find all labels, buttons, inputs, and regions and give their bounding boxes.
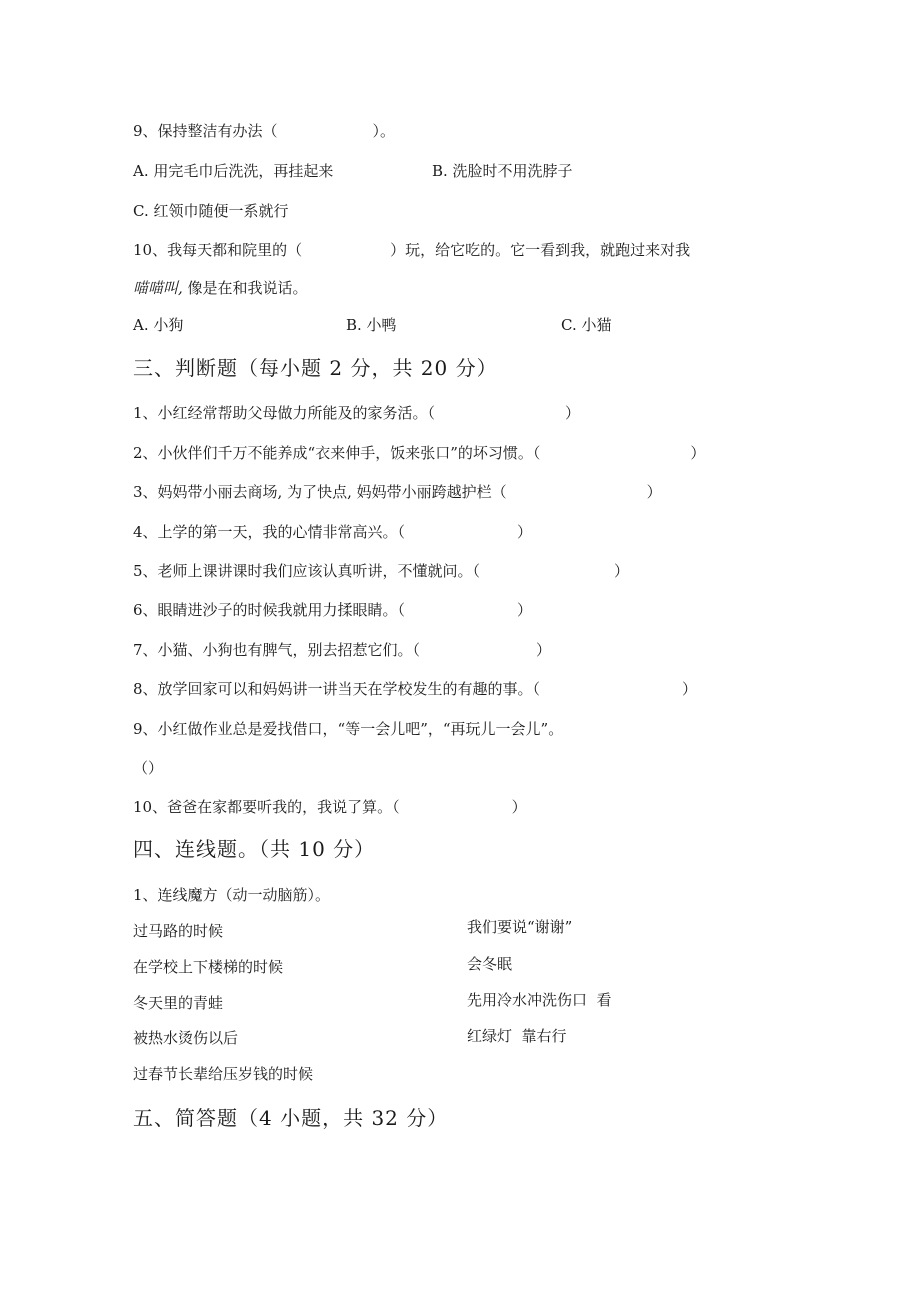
judge-item-text: 10、爸爸在家都要听我的，我说了算。（ (133, 798, 400, 816)
question-10-text: 10、我每天都和院里的（ (133, 241, 303, 259)
judge-item-6 (133, 600, 532, 620)
judge-item-text: 4、上学的第一天，我的心情非常高兴。（ (133, 523, 406, 541)
matching-left-5[interactable]: 过春节长辈给压岁钱的时候 (133, 1065, 314, 1083)
judge-item-4 (133, 522, 532, 542)
question-9-stem (133, 121, 395, 141)
matching-right-1[interactable]: 我们要说“谢谢” (467, 918, 573, 936)
judge-item-text: 9、小红做作业总是爱找借口，“等一会儿吧”，“再玩儿一会儿”。 (133, 720, 564, 738)
judge-item-text: 8、放学回家可以和妈妈讲一讲当天在学校发生的有趣的事。（ (133, 680, 541, 698)
section-4-heading: 四、连线题。（共 10 分） (133, 837, 376, 861)
question-10-option-c: C. 小猫 (561, 316, 612, 334)
judge-item-close: ） (565, 404, 581, 422)
judge-item-7 (133, 640, 551, 660)
matching-left-2[interactable]: 在学校上下楼梯的时候 (133, 958, 284, 976)
question-10-line2 (133, 278, 308, 298)
matching-instruction: 1、连线魔方（动一动脑筋）。 (133, 886, 331, 904)
judge-item-close: ） (517, 601, 533, 619)
question-10-italic: 喵喵叫, (133, 279, 183, 297)
judge-item-text: 1、小红经常帮助父母做力所能及的家务活。（ (133, 404, 436, 422)
matching-right-4[interactable]: 红绿灯 靠右行 (467, 1027, 567, 1045)
judge-item-close: ） (511, 798, 527, 816)
question-9-option-b: B. 洗脸时不用洗脖子 (432, 162, 573, 180)
judge-item-text: 2、小伙伴们千万不能养成“衣来伸手，饭来张口”的坏习惯。（ (133, 444, 541, 462)
judge-item-close: ） (646, 483, 662, 501)
section-3-heading: 三、判断题（每小题 2 分，共 20 分） (133, 356, 498, 380)
judge-item-3 (133, 482, 662, 502)
judge-item-close: ） (536, 641, 552, 659)
judge-item-close: ） (517, 523, 533, 541)
judge-item-close: ） (682, 680, 698, 698)
question-10-rest: ）玩，给它吃的。它一看到我，就跑过来对我 (390, 241, 691, 259)
question-10-line2-rest: 像是在和我说话。 (182, 279, 308, 297)
question-9-close: ）。 (372, 122, 396, 140)
judge-item-5 (133, 561, 629, 581)
judge-item-text: 7、小猫、小狗也有脾气，别去招惹它们。（ (133, 641, 421, 659)
question-10-option-b: B. 小鸭 (346, 316, 397, 334)
judge-item-8 (133, 679, 697, 699)
judge-item-text: 3、妈妈带小丽去商场, 为了快点, 妈妈带小丽跨越护栏（ (133, 483, 507, 501)
judge-item-text: 5、老师上课讲课时我们应该认真听讲，不懂就问。（ (133, 562, 481, 580)
question-10-stem (133, 240, 690, 260)
judge-item-9 (133, 719, 563, 739)
judge-item-close: ） (614, 562, 630, 580)
matching-left-1[interactable]: 过马路的时候 (133, 922, 224, 940)
matching-right-2[interactable]: 会冬眠 (467, 955, 513, 973)
matching-left-3[interactable]: 冬天里的青蛙 (133, 994, 224, 1012)
judge-item-9-answer[interactable]: （） (133, 759, 164, 777)
judge-item-text: 6、眼睛进沙子的时候我就用力揉眼睛。（ (133, 601, 406, 619)
question-9-option-a: A. 用完毛巾后洗洗，再挂起来 (133, 162, 334, 180)
judge-item-1 (133, 403, 580, 423)
question-9-option-c: C. 红领巾随便一系就行 (133, 202, 289, 220)
question-10-option-a: A. 小狗 (133, 316, 184, 334)
matching-right-3[interactable]: 先用冷水冲洗伤口 看 (467, 991, 612, 1009)
matching-left-4[interactable]: 被热水烫伤以后 (133, 1029, 239, 1047)
judge-item-close: ） (690, 444, 706, 462)
judge-item-2 (133, 443, 705, 463)
question-9-text: 9、保持整洁有办法（ (133, 122, 278, 140)
judge-item-10 (133, 797, 527, 817)
section-5-heading: 五、简答题（4 小题，共 32 分） (133, 1106, 449, 1130)
